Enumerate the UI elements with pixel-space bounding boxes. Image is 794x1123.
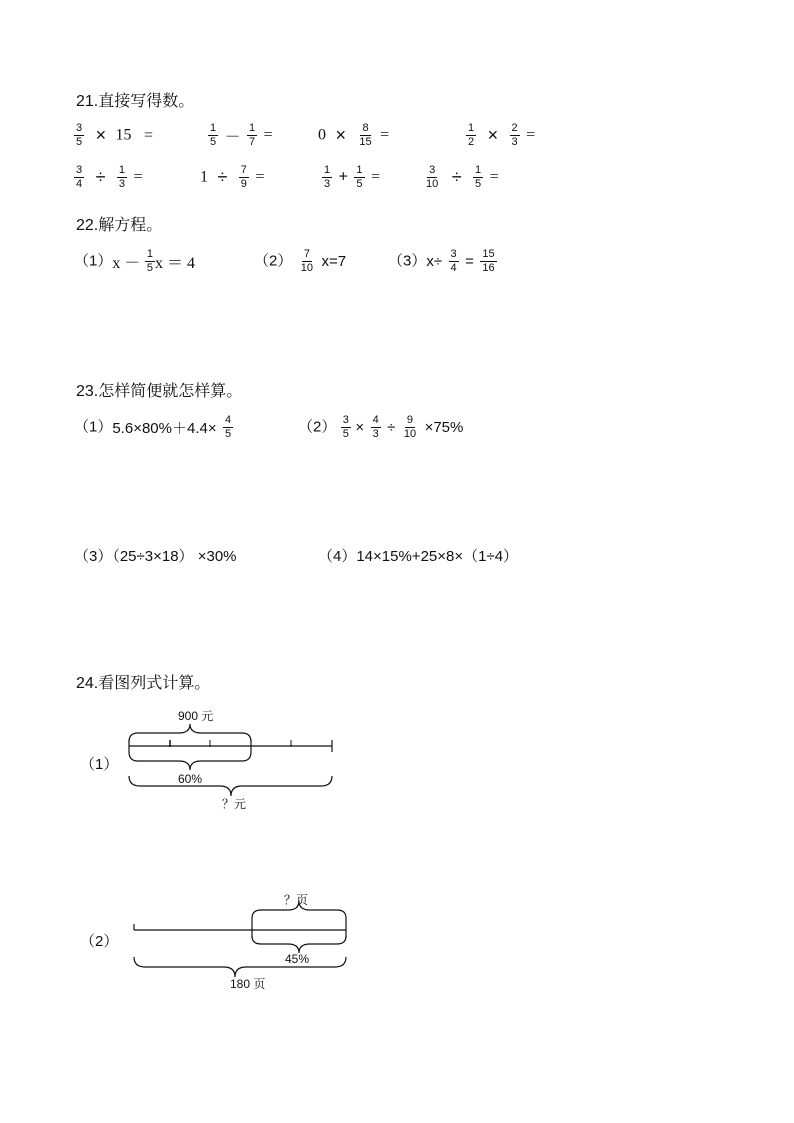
q21-item-1: $\frac{3}{5}$ × 15 = xyxy=(76,122,154,148)
line-segment-diagram-1 xyxy=(120,700,350,815)
q21-title: 21.直接写得数。 xyxy=(76,93,195,110)
q22-equation-2: （2） $\frac{7}{10}$ x=7 xyxy=(254,248,347,274)
top-brace-label: 900 元 xyxy=(178,709,214,723)
q24-diagram-2-label: （2） xyxy=(80,933,119,950)
q24-diagram-1-label: （1） xyxy=(80,756,119,773)
middle-brace-label: 60% xyxy=(178,772,203,786)
bottom-brace-label: 180 页 xyxy=(230,977,266,991)
bottom-brace-label: ？元 xyxy=(222,797,247,811)
fraction: $\frac{3}{5}$ xyxy=(76,122,83,148)
q23-problem-2: （2） $\frac{3}{5}$ × $\frac{4}{3}$ ÷ $\frac{9}{10}$ ×75% xyxy=(298,414,464,440)
q23-problem-3: （3）（25÷3×18） ×30% xyxy=(74,548,237,565)
line-segment-diagram-2 xyxy=(120,885,360,995)
middle-brace-label: 45% xyxy=(285,952,310,966)
q21-item-8: $\frac{3}{10}$ ÷ $\frac{1}{5}$ = xyxy=(426,164,499,190)
q23-problem-1: （1）5.6×80%＋4.4× $\frac{4}{5}$ xyxy=(74,414,232,440)
q23-title: 23.怎样简便就怎样算。 xyxy=(76,383,243,400)
q21-item-7: $\frac{1}{3}$ + $\frac{1}{5}$ = xyxy=(324,164,380,190)
q21-item-2: $\frac{1}{5}$ － $\frac{1}{7}$ = xyxy=(210,122,273,148)
q21-item-5: $\frac{3}{4}$ ÷ $\frac{1}{3}$ = xyxy=(76,164,143,190)
q24-title: 24.看图列式计算。 xyxy=(76,675,211,692)
q22-title: 22.解方程。 xyxy=(76,217,163,234)
q23-problem-4: （4）14×15%+25×8×（1÷4） xyxy=(318,548,519,565)
q22-equation-3: （3）x÷ $\frac{3}{4}$ = $\frac{15}{16}$ xyxy=(388,248,495,274)
q21-item-6: 1 ÷ $\frac{7}{9}$ = xyxy=(200,164,265,190)
q21-item-4: $\frac{1}{2}$ × $\frac{2}{3}$ = xyxy=(468,122,536,148)
top-brace-label: ？页 xyxy=(284,893,309,907)
q22-equation-1: （1）x － $\frac{1}{5}$ x ＝ 4 xyxy=(74,248,195,274)
q21-item-3: 0 × $\frac{8}{15}$ = xyxy=(318,122,390,148)
